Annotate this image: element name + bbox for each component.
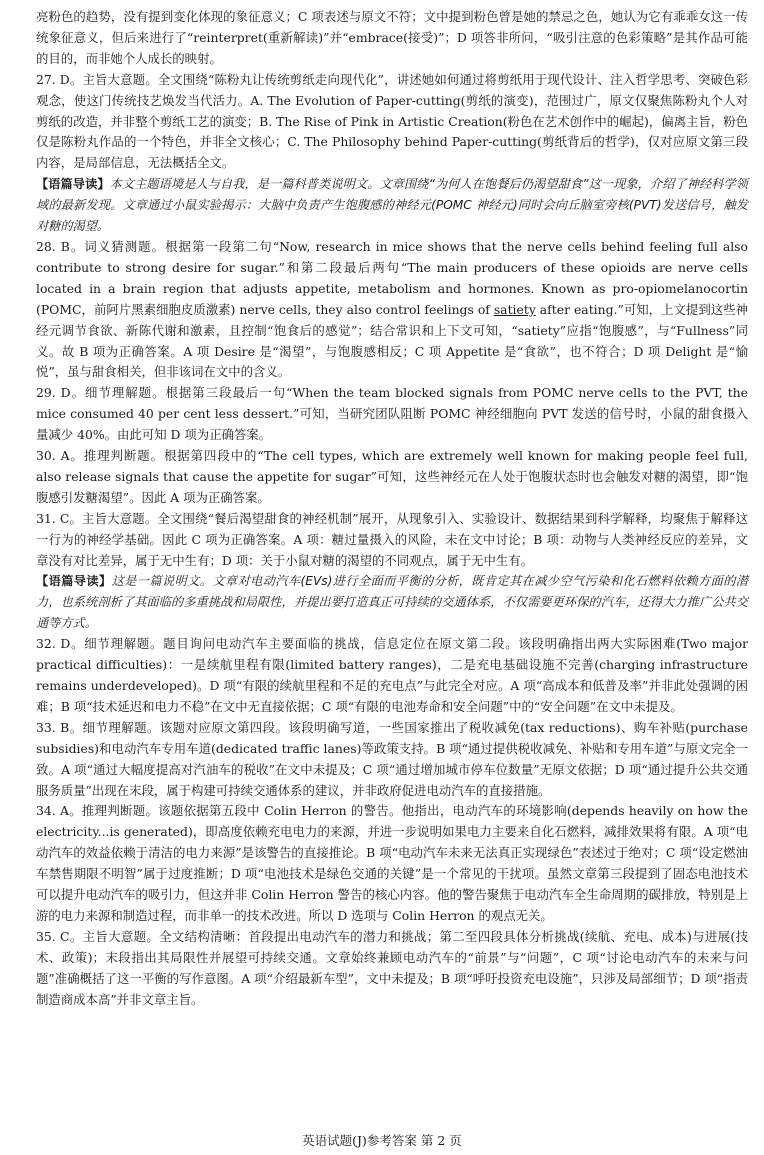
answer-33: 33. B。细节理解题。该题对应原文第四段。该段明确写道，一些国家推出了税收减免(tax reductions)、购车补贴(purchase subsidies)和电动汽车专用车道(dedicated traffic lanes)等政策支持。B 项“通过提供税收减免、补贴和专用车道”与原文完全一致。A 项“通过大幅度提高对汽油车的税收”在文中未提及；C 项“通过增加城市停车位数量”无原文依据；D 项“通过提升公共交通服务质量”出现在末段，属于构建可持续交通体系的建议，并非政府促进电动汽车的直接措施。 xyxy=(36,719,748,798)
answer-26-continued: 亮粉色的趋势，没有提到变化体现的象征意义；C 项表述与原文不符；文中提到粉色曾是她的禁忌之色，她认为它有乖乖女这一传统象征意义，但后来进行了“reinterpret(重新解读)”并“embrace(接受)”；D 项答非所问，“吸引注意的色彩策略”是其作品可能的目的，而非她个人成长的映射。 xyxy=(36,9,748,66)
answer-28-part-a: 28. B。词义猜测题。根据第一段第二句“Now, research in mice shows that the nerve cells behind feeling full also contribute to strong desire for sugar.”和第二段最后两句“The main producers of these opioids are nerve cells located in a brain region that adjusts appetite, metabolism and hormones. Known as pro-opiomelanocortin (POMC，前阿片黑素细胞皮质激素) nerve cells, they also control feelings of xyxy=(36,238,748,317)
guide-tag: 【语篇导读】 xyxy=(36,574,112,589)
reading-guide-passage-c xyxy=(36,174,748,237)
underlined-word-satiety: satiety xyxy=(493,301,536,317)
reading-guide-passage-d xyxy=(36,571,748,634)
answer-31: 31. C。主旨大意题。全文围绕“餐后渴望甜食的神经机制”展开，从现象引入、实验设计、数据结果到科学解释，均聚焦于解释这一行为的神经学基础。因此 C 项为正确答案。A 项：糖过量摄入的风险，未在文中讨论；B 项：动物与人类神经反应的差异，文章没有对比差异，属于无中生有；D 项：关于小鼠对糖的渴望的不同观点，属于无中生有。 xyxy=(36,510,748,568)
guide-text: 本文主题语境是人与自我，是一篇科普类说明文。文章围绕“为何人在饱餐后仍渴望甜食”这一现象，介绍了神经科学领域的最新发现。文章通过小鼠实验揭示：大脑中负责产生饱腹感的神经元(POMC 神经元)同时会向丘脑室旁核(PVT)发送信号，触发对糖的渴望。 xyxy=(36,177,748,234)
answer-29: 29. D。细节理解题。根据第三段最后一句“When the team blocked signals from POMC nerve cells to the PVT, the mice consumed 40 per cent less dessert.”可知，当研究团队阻断 POMC 神经细胞向 PVT 发送的信号时，小鼠的甜食摄入量减少 40%。由此可知 D 项为正确答案。 xyxy=(36,385,748,443)
answer-27: 27. D。主旨大意题。全文围绕“陈粉丸让传统剪纸走向现代化”，讲述她如何通过将剪纸用于现代设计、注入哲学思考、突破色彩观念，使这门传统技艺焕发当代活力。A. The Evolution of Paper-cutting(剪纸的演变)，范围过广，原文仅聚焦陈粉丸个人对剪纸的改造，并非整个剪纸工艺的演变；B. The Rise of Pink in Artistic Creation(粉色在艺术创作中的崛起)，偏离主旨，粉色仅是陈粉丸作品的一个特色，并非全文核心；C. The Philosophy behind Paper-cutting(剪纸背后的哲学)，仅对应原文第三段内容，是局部信息，无法概括全文。 xyxy=(36,71,748,171)
answer-34: 34. A。推理判断题。该题依据第五段中 Colin Herron 的警告。他指出，电动汽车的环境影响(depends heavily on how the electricity...is generated)，即高度依赖充电电力的来源，并进一步说明如果电力主要来自化石燃料，减排效果将有限。A 项“电动汽车的效益依赖于清洁的电力来源”是该警告的直接推论。B 项“电动汽车未来无法真正实现绿色”表述过于绝对；C 项“设定燃油车禁售期限不明智”属于过度推断；D 项“电池技术是绿色交通的关键”是一个常见的干扰项。虽然文章第三段提到了固态电池技术可以提升电动汽车的吸引力，但这并非 Colin Herron 警告的核心内容。他的警告聚焦于电动汽车全生命周期的碳排放，特别是上游的电力来源和制造过程，而非单一的技术改进。所以 D 选项与 Colin Herron 的观点无关。 xyxy=(36,803,748,923)
answer-30: 30. A。推理判断题。根据第四段中的“The cell types, which are extremely well known for making people feel full, also release signals that cause the appetite for sugar”可知，这些神经元在人处于饱腹状态时也会触发对糖的渴望，即“饱腹感引发糖渴望”。因此 A 项为正确答案。 xyxy=(36,448,748,505)
answer-35: 35. C。主旨大意题。全文结构清晰：首段提出电动汽车的潜力和挑战；第二至四段具体分析挑战(续航、充电、成本)与进展(技术、政策)；末段指出其局限性并展望可持续交通。文章始终兼顾电动汽车的“前景”与“问题”，C 项“讨论电动汽车的未来与问题”准确概括了这一平衡的写作意图。A 项“介绍最新车型”，文中未提及；B 项“呼吁投资充电设施”，只涉及局部细节；D 项“指责制造商成本高”并非文章主旨。 xyxy=(36,928,748,1007)
answer-32: 32. D。细节理解题。题目询问电动汽车主要面临的挑战，信息定位在原文第二段。该段明确指出两大实际困难(Two major practical difficulties)：一是续航里程有限(limited battery ranges)，二是充电基础设施不完善(charging infrastructure remains underdeveloped)。D 项“有限的续航里程和不足的充电点”与此完全对应。A 项“高成本和低普及率”并非此处强调的困难；B 项“技术延迟和电力不稳”在文中无直接依据；C 项“有限的电池寿命和安全问题”中的“安全问题”在文中未提及。 xyxy=(36,636,748,714)
page-footer: 英语试题(J)参考答案 第 2 页 xyxy=(302,1133,462,1148)
guide-tag: 【语篇导读】 xyxy=(36,177,110,192)
guide-text: 这是一篇说明文。文章对电动汽车(EVs)进行全面而平衡的分析，既肯定其在减少空气污染和化石燃料依赖方面的潜力，也系统剖析了其面临的多重挑战和局限性，并提出要打造真正可持续的交通体系，不仅需要更环保的汽车，还得大力推广公共交通等方式。 xyxy=(36,574,749,631)
answer-28-part-b: after eating.”可知，上文提到这些神经元调节食欲、新陈代谢和激素，且控制“饱食后的感觉”；结合常识和上下文可知，“satiety”应指“饱腹感”，与“Fullness”同义。故 B 项为正确答案。A 项 Desire 是“渴望”，与饱腹感相反；C 项 Appetite 是“食欲”，也不符合；D 项 Delight 是“愉悦”，虽与甜食相关，但非该词在文中的含义。 xyxy=(36,301,748,380)
answer-text-body xyxy=(36,7,748,1011)
answer-28 xyxy=(36,237,748,383)
